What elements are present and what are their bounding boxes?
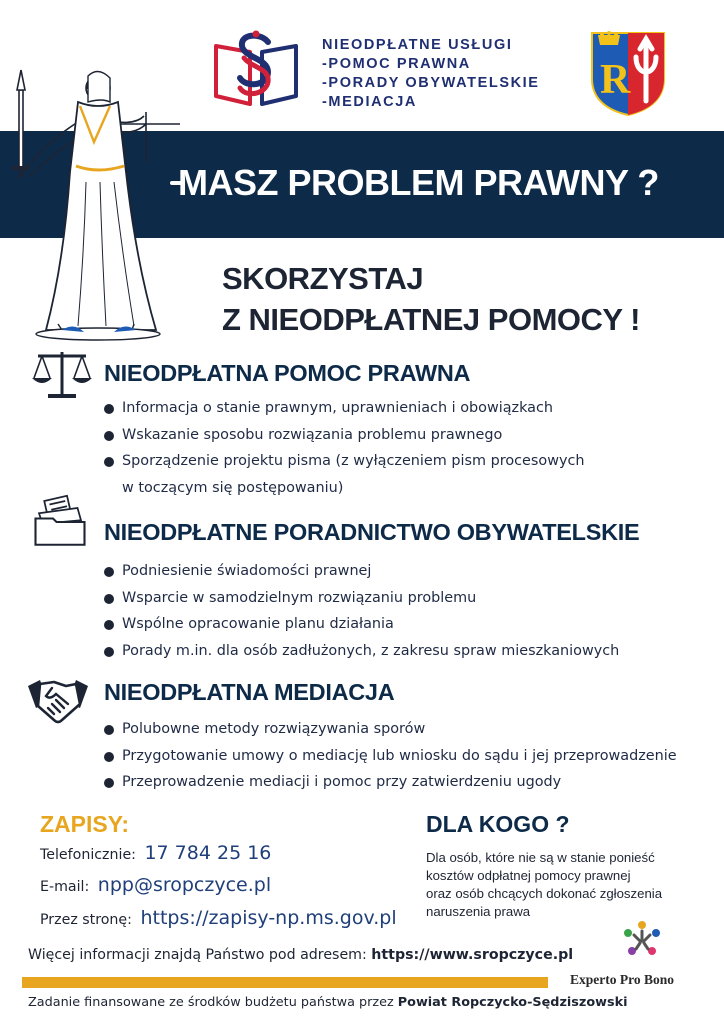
list-item [104,611,619,638]
dla-kogo-line: Dla osób, które nie są w stanie ponieść [426,850,655,865]
list-item-text: Wskazanie sposobu rozwiązania problemu prawnego [122,426,503,443]
web-link[interactable]: https://zapisy-np.ms.gov.pl [140,907,397,929]
footer [28,995,628,1010]
experto-pro-bono-name: Experto Pro Bono [570,972,674,987]
lady-justice-statue-icon [6,62,186,342]
subtitle-line: SKORZYSTAJ [222,261,424,296]
dla-kogo-text [426,849,706,921]
bullet-list-poradnictwo [104,558,619,664]
more-info-url[interactable]: https://www.sropczyce.pl [371,947,574,963]
list-item-text: Przeprowadzenie mediacji i pomoc przy zatwierdzeniu ugody [122,774,562,790]
gold-divider [22,977,548,988]
list-item-text-continued: w toczącym się postępowaniu) [122,479,344,496]
list-item [104,743,677,770]
web-row [40,907,397,929]
svg-text:R: R [600,57,631,103]
list-item [104,395,585,422]
section-title-pomoc-prawna: NIEODPŁATNA POMOC PRAWNA [104,360,471,386]
experto-pro-bono-logo-icon [618,919,666,959]
footer-text: Zadanie finansowane ze środków budżetu państwa przez [28,995,398,1010]
subtitle-line: Z NIEODPŁATNEJ POMOCY ! [222,302,640,337]
phone-number[interactable]: 17 784 25 16 [144,842,272,864]
section-title-mediacja: NIEODPŁATNA MEDIACJA [104,679,395,705]
list-item-text: Wsparcie w samodzielnym rozwiązaniu problemu [122,589,477,606]
dla-kogo-line: kosztów odpłatnej pomocy prawnej [426,868,631,883]
logo-line: -PORADY OBYWATELSKIE [322,75,540,91]
handshake-icon [26,672,90,728]
nieodplatne-uslugi-logo [210,28,302,108]
list-item-text: Informacja o stanie prawnym, uprawnieniach i obowiązkach [122,400,554,416]
email-link[interactable]: npp@sropczyce.pl [97,874,272,896]
list-item [104,769,677,796]
bullet-list-pomoc-prawna [104,395,585,501]
list-item [104,558,619,585]
zapisy-title: ZAPISY: [40,811,130,837]
documents-folder-icon [28,494,92,550]
email-label: E-mail: [40,879,90,895]
logo-line: NIEODPŁATNE USŁUGI [322,37,513,53]
logo-line: -POMOC PRAWNA [322,56,471,72]
subtitle [222,258,640,340]
list-item [104,716,677,743]
list-item-text: Podniesienie świadomości prawnej [122,563,372,579]
more-info-text: Więcej informacji znajdą Państwo pod adresem: [28,947,372,963]
list-item-text: Wspólne opracowanie planu działania [122,616,394,632]
bullet-list-mediacja [104,716,677,796]
more-info [28,947,573,963]
dla-kogo-title: DLA KOGO ? [426,811,570,837]
logo-text [322,36,540,112]
phone-label: Telefonicznie: [40,847,136,863]
list-item-text: Sporządzenie projektu pisma (z wyłączeniem pism procesowych [122,453,585,469]
dla-kogo-line: naruszenia prawa [426,904,531,919]
list-item-text: Polubowne metody rozwiązywania sporów [122,721,426,737]
logo-line: -MEDIACJA [322,94,417,110]
email-row [40,874,271,896]
section-title-poradnictwo: NIEODPŁATNE PORADNICTWO OBYWATELSKIE [104,519,640,545]
list-item [104,422,585,449]
dla-kogo-line: oraz osób chcących dokonać zgłoszenia [426,886,663,901]
banner-title: MASZ PROBLEM PRAWNY ? [178,162,659,203]
scales-icon [30,346,94,402]
web-label: Przez stronę: [40,912,132,928]
list-item [104,638,619,665]
list-item [104,448,585,501]
phone-row [40,842,271,864]
footer-bold: Powiat Ropczycko-Sędziszowski [397,995,628,1010]
list-item-text: Porady m.in. dla osób zadłużonych, z zakresu spraw mieszkaniowych [122,642,620,659]
coat-of-arms-icon [590,27,666,117]
list-item-text: Przygotowanie umowy o mediację lub wniosku do sądu i jej przeprowadzenie [122,747,677,764]
list-item [104,585,619,612]
